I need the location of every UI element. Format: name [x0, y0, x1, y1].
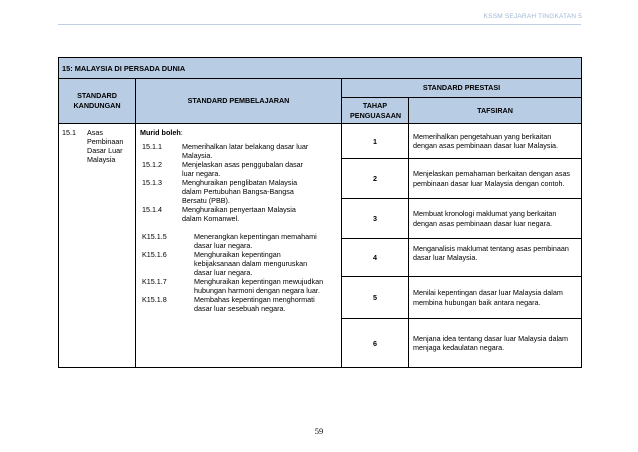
header-standard-kandungan: STANDARD KANDUNGAN	[59, 79, 136, 124]
level-6: 6	[342, 319, 409, 368]
learning-item: 15.1.4 Menghuraikan penyertaan Malaysia dalam Komanwel.	[142, 205, 296, 223]
sk-text: Asas Pembinaan Dasar Luar Malaysia	[87, 128, 124, 164]
level-6-description: Menjana idea tentang dasar luar Malaysia dalam menjaga kedaulatan negara.	[409, 319, 582, 368]
learning-item: 15.1.3 Menghuraikan penglibatan Malaysia dalam Pertubuhan Bangsa-Bangsa Bersatu (PBB).	[142, 178, 298, 205]
level-3: 3	[342, 199, 409, 239]
level-2-description: Menjelaskan pemahaman berkaitan dengan asas pembinaan dasar luar Malaysia dengan contoh.	[409, 159, 582, 199]
level-4: 4	[342, 239, 409, 277]
k-item: K15.1.7 Menghuraikan kepentingan mewujudkan hubungan harmoni dengan negara luar.	[142, 277, 324, 295]
header-tafsiran: TAFSIRAN	[409, 98, 582, 124]
learning-item: 15.1.2 Menjelaskan asas penggubalan dasar luar negara.	[142, 160, 304, 178]
sk-code: 15.1	[62, 128, 76, 137]
level-1: 1	[342, 124, 409, 159]
header-standard-prestasi: STANDARD PRESTASI	[342, 79, 582, 98]
level-5-description: Menilai kepentingan dasar luar Malaysia dalam membina hubungan baik antara negara.	[409, 277, 582, 319]
curriculum-table	[58, 57, 582, 368]
page-number: 59	[314, 426, 324, 436]
standard-pembelajaran-cell	[136, 124, 342, 368]
level-3-description: Membuat kronologi maklumat yang berkaitan dengan asas pembinaan dasar luar negara.	[409, 199, 582, 239]
header-tahap-penguasaan: TAHAP PENGUASAAN	[342, 98, 409, 124]
standard-kandungan-cell	[59, 124, 136, 368]
k-item: K15.1.8 Membahas kepentingan menghormati dasar luar sesebuah negara.	[142, 295, 315, 313]
k-item: K15.1.6 Menghuraikan kepentingan kebijaksanaan dalam menguruskan dasar luar negara.	[142, 250, 308, 277]
level-1-description: Memerihalkan pengetahuan yang berkaitan dengan asas pembinaan dasar luar Malaysia.	[409, 124, 582, 159]
level-5: 5	[342, 277, 409, 319]
k-item: K15.1.5 Menerangkan kepentingan memahami dasar luar negara.	[142, 232, 317, 250]
learning-item: 15.1.1 Memerihalkan latar belakang dasar luar Malaysia.	[142, 142, 309, 160]
topic-title: 15: MALAYSIA DI PERSADA DUNIA	[59, 58, 582, 79]
level-4-description: Menganalisis maklumat tentang asas pembinaan dasar luar Malaysia.	[409, 239, 582, 277]
document-header-title: KSSM SEJARAH TINGKATAN 5	[483, 13, 582, 20]
level-2: 2	[342, 159, 409, 199]
murid-boleh-label: Murid boleh:	[140, 128, 183, 137]
header-divider	[58, 24, 581, 25]
header-standard-pembelajaran: STANDARD PEMBELAJARAN	[136, 79, 342, 124]
